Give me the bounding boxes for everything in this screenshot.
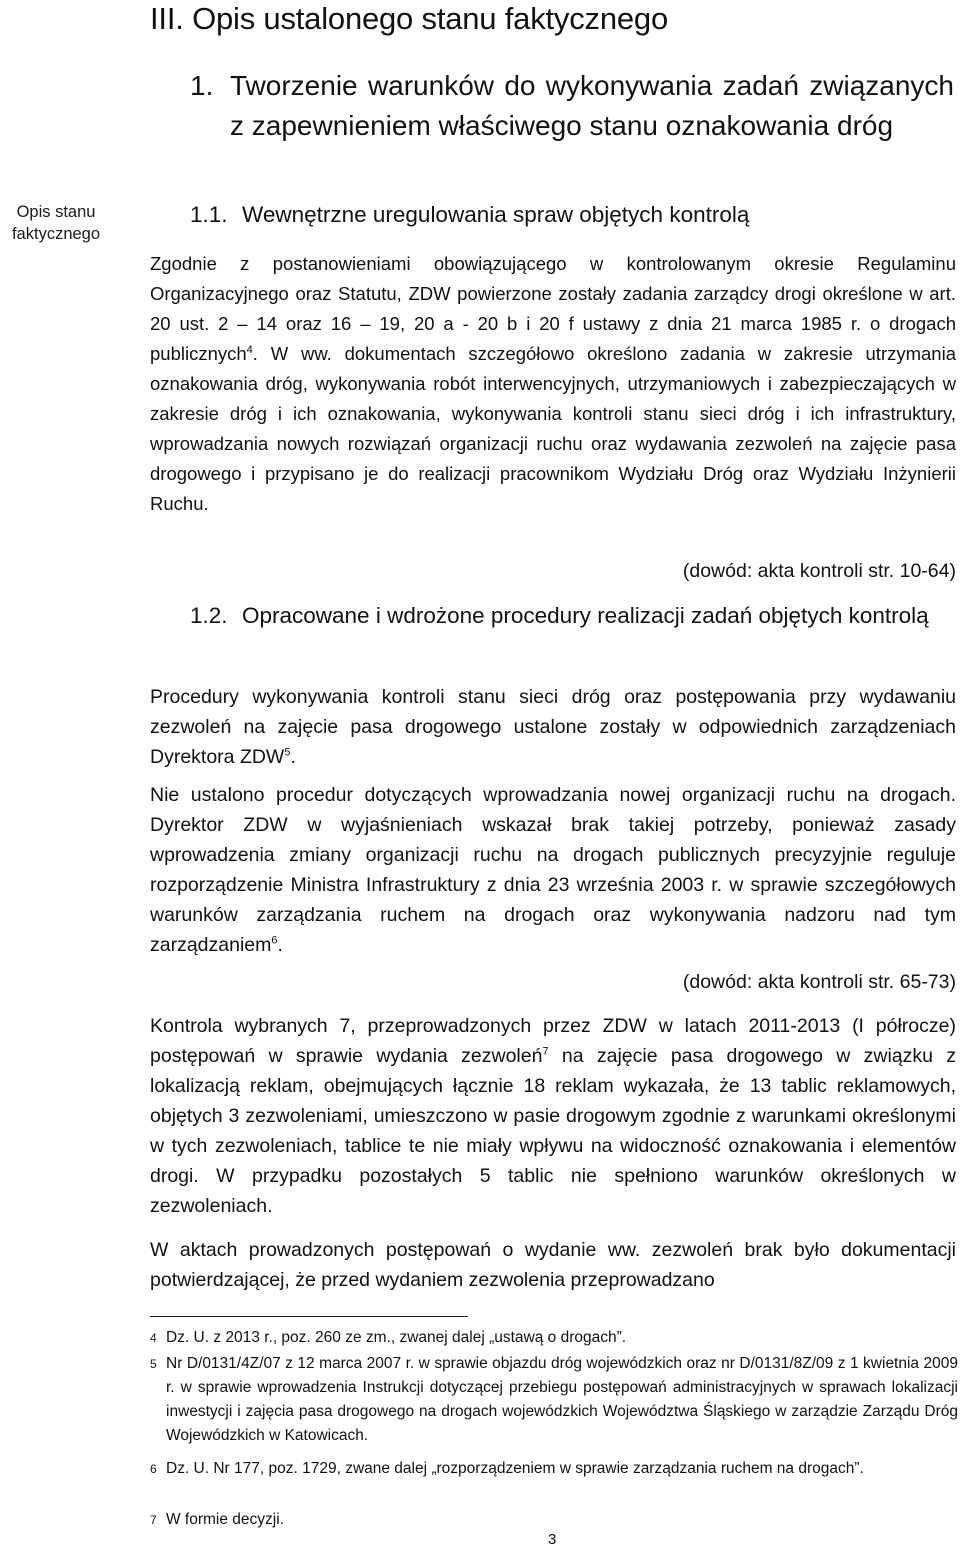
paragraph-documentation: W aktach prowadzonych postępowań o wydanie ww. zezwoleń brak było dokumentacji potwierdzającej, że przed wydaniem zezwolenia przeprowadzano xyxy=(150,1239,956,1291)
footnote-mark: 7 xyxy=(150,1513,157,1527)
footnote-text: W formie decyzji. xyxy=(166,1511,284,1528)
footnote-ref-5[interactable]: 5 xyxy=(284,746,291,759)
footnote-ref-4[interactable]: 4 xyxy=(246,343,253,356)
heading-1-1-title: Wewnętrzne uregulowania spraw objętych kontrolą xyxy=(242,202,750,227)
sidebar-label: Opis stanu faktycznego xyxy=(11,203,101,243)
footnote-mark: 6 xyxy=(150,1462,157,1476)
footnote-6 xyxy=(150,1457,958,1481)
paragraph-text: Kontrola wybranych 7, przeprowadzonych przez ZDW w latach 2011-2013 (I półrocze) postępowań w sprawie wydania zezwoleń xyxy=(150,1015,956,1067)
paragraph-text: Zgodnie z postanowieniami obowiązującego w kontrolowanym okresie Regulaminu Organizacyjnego oraz Statutu, ZDW powierzone zostały zadania zarządcy drogi określone w art. 20 ust. 2 – 14 oraz 16 – 19, 20 a - 20 b i 20 f ustawy z dnia 21 marca 1985 r. o drogach publicznych xyxy=(150,253,956,364)
paragraph-text: . xyxy=(290,746,296,768)
heading-1-2-number: 1.2. xyxy=(190,603,228,628)
paragraph-advertising-control xyxy=(150,1011,956,1221)
paragraph-text: . xyxy=(277,934,283,956)
footnote-4 xyxy=(150,1326,958,1350)
section-heading: III. Opis ustalonego stanu faktycznego xyxy=(150,1,668,36)
footnote-ref-6[interactable]: 6 xyxy=(271,934,278,947)
footnote-mark: 5 xyxy=(150,1357,157,1371)
footnote-5 xyxy=(150,1352,958,1448)
evidence-note-1: (dowód: akta kontroli str. 10-64) xyxy=(682,560,956,582)
paragraph-traffic-organisation xyxy=(150,780,956,960)
heading-level-1 xyxy=(190,66,954,146)
heading-1-2-title: Opracowane i wdrożone procedury realizacji zadań objętych kontrolą xyxy=(242,603,929,628)
paragraph-text: na zajęcie pasa drogowego w związku z lokalizacją reklam, obejmujących łącznie 18 reklam wykazała, że 13 tablic reklamowych, objętych 3 zezwoleniami, umieszczono w pasie drogowym zgodnie z warunkami określonymi w tych zezwoleniach, tablice te nie miały wpływu na widoczność oznakowania i elementów drogi. W przypadku pozostałych 5 tablic nie spełniono warunków określonych w zezwoleniach. xyxy=(150,1045,957,1217)
footnote-mark: 4 xyxy=(150,1331,157,1345)
paragraph-internal-regulations xyxy=(150,249,956,519)
heading-1-number: 1. xyxy=(190,70,214,101)
footnote-ref-7[interactable]: 7 xyxy=(542,1045,549,1058)
footnote-7 xyxy=(150,1508,958,1532)
page-number: 3 xyxy=(548,1531,557,1548)
footnote-separator xyxy=(150,1316,468,1317)
paragraph-text: Procedury wykonywania kontroli stanu sieci dróg oraz postępowania przy wydawaniu zezwoleń na zajęcie pasa drogowego ustalone zostały w odpowiednich zarządzeniach Dyrektora ZDW xyxy=(150,686,956,768)
paragraph-text: Nie ustalono procedur dotyczących wprowadzania nowej organizacji ruchu na drogach. Dyrektor ZDW w wyjaśnieniach wskazał brak takiej potrzeby, ponieważ zasady wprowadzenia zmiany organizacji ruchu na drogach publicznych precyzyjnie reguluje rozporządzenie Ministra Infrastruktury z dnia 23 września 2003 r. w sprawie szczegółowych warunków zarządzania ruchem na drogach oraz wykonywania nadzoru nad tym zarządzaniem xyxy=(150,784,956,956)
evidence-note-2: (dowód: akta kontroli str. 65-73) xyxy=(682,971,956,993)
footnote-text: Dz. U. z 2013 r., poz. 260 ze zm., zwanej dalej „ustawą o drogach”. xyxy=(166,1329,627,1346)
heading-1-text: Tworzenie warunków do wykonywania zadań związanych z zapewnieniem właściwego stanu oznakowania dróg xyxy=(230,70,954,141)
heading-1-2 xyxy=(190,600,956,632)
heading-1-1 xyxy=(190,199,956,231)
footnote-text: Dz. U. Nr 177, poz. 1729, zwane dalej „rozporządzeniem w sprawie zarządzania ruchem na drogach”. xyxy=(166,1460,864,1477)
paragraph-procedures xyxy=(150,682,956,772)
paragraph-text: . W ww. dokumentach szczegółowo określono zadania w zakresie utrzymania oznakowania dróg, wykonywania robót interwencyjnych, utrzymaniowych i zabezpieczających w zakresie dróg i ich oznakowania, wykonywania kontroli stanu sieci dróg i ich infrastruktury, wprowadzania nowych rozwiązań organizacji ruchu oraz wydawania zezwoleń na zajęcie pasa drogowego i przypisano je do realizacji pracownikom Wydziału Dróg oraz Wydziału Inżynierii Ruchu. xyxy=(150,343,956,514)
heading-1-1-number: 1.1. xyxy=(190,202,228,227)
footnote-text: Nr D/0131/4Z/07 z 12 marca 2007 r. w sprawie objazdu dróg wojewódzkich oraz nr D/0131/8Z/09 z 1 kwietnia 2009 r. w sprawie wprowadzenia Instrukcji dotyczącej przebiegu postępowań administracyjnych w sprawach lokalizacji inwestycji i zajęcia pasa drogowego na drogach wojewódzkich Województwa Śląskiego w zarządzie Zarządu Dróg Wojewódzkich w Katowicach. xyxy=(166,1355,958,1444)
